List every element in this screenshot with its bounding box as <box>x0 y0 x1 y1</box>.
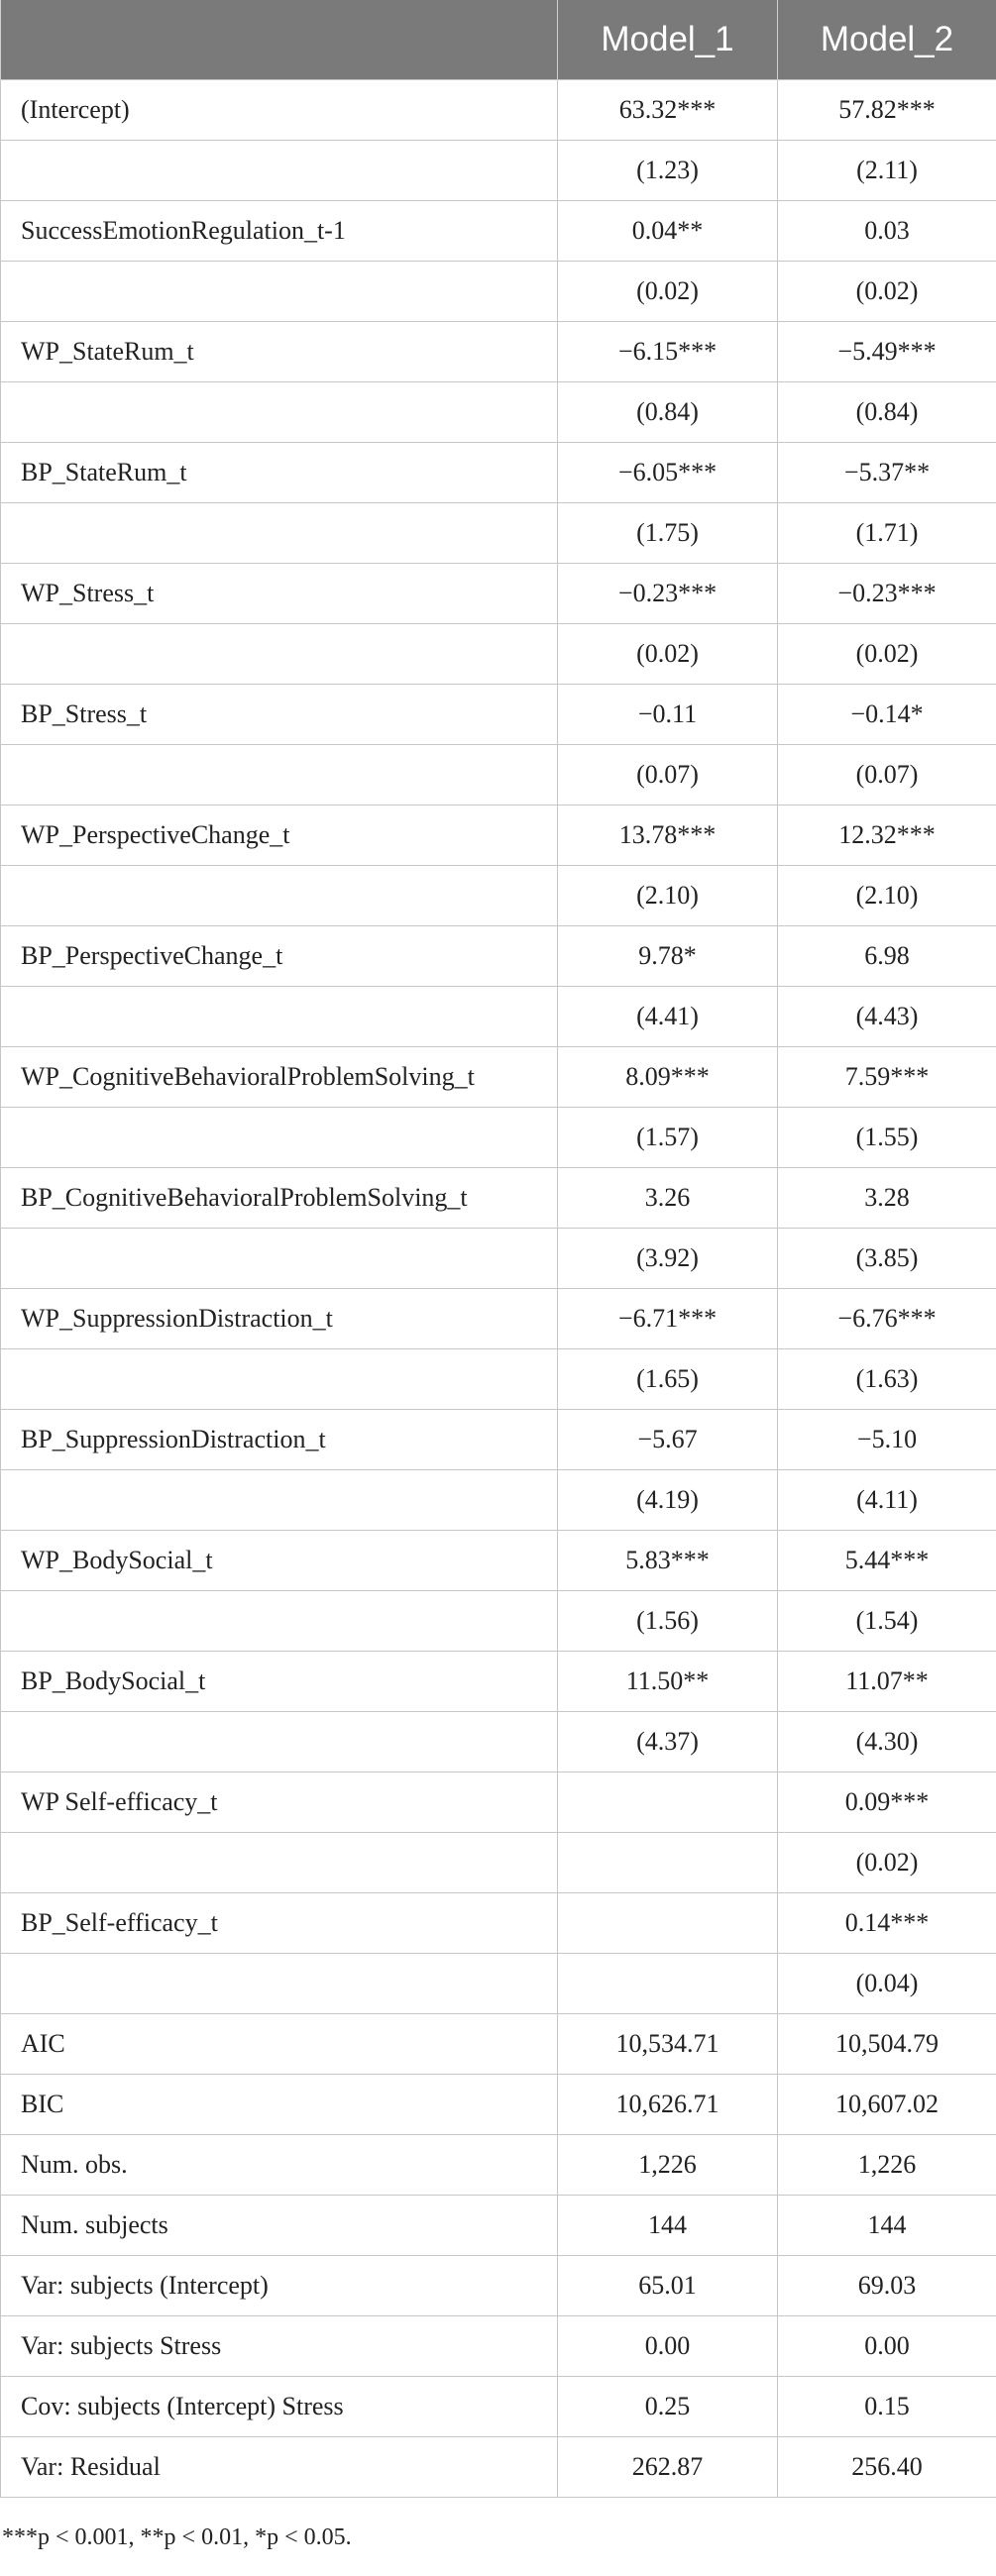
model-2-cell: 144 <box>778 2196 996 2256</box>
model-2-cell: 11.07** <box>778 1652 996 1712</box>
model-2-cell: (2.11) <box>778 141 996 201</box>
model-1-cell: −0.11 <box>558 685 778 745</box>
model-1-cell: (3.92) <box>558 1229 778 1289</box>
model-2-cell: (0.04) <box>778 1954 996 2014</box>
row-label-cell <box>1 1108 558 1168</box>
model-2-cell: 57.82*** <box>778 80 996 141</box>
table-row <box>1 262 996 322</box>
table-row <box>1 1772 996 1833</box>
model-1-cell: −5.67 <box>558 1410 778 1470</box>
model-1-cell: 3.26 <box>558 1168 778 1229</box>
table-row <box>1 1410 996 1470</box>
row-label-cell <box>1 866 558 926</box>
row-label-cell: Num. obs. <box>1 2135 558 2196</box>
row-label-cell <box>1 1954 558 2014</box>
table-header <box>1 0 996 80</box>
model-1-cell: (1.56) <box>558 1591 778 1652</box>
row-label-cell <box>1 382 558 443</box>
model-1-cell: (2.10) <box>558 866 778 926</box>
table-row <box>1 443 996 503</box>
table-row <box>1 2196 996 2256</box>
header-model-2: Model_2 <box>778 0 996 80</box>
table-row <box>1 1712 996 1772</box>
row-label-cell <box>1 1591 558 1652</box>
model-1-cell: 5.83*** <box>558 1531 778 1591</box>
row-label-cell: (Intercept) <box>1 80 558 141</box>
table-row <box>1 624 996 685</box>
model-1-cell <box>558 1893 778 1954</box>
row-label-cell: BP_SuppressionDistraction_t <box>1 1410 558 1470</box>
model-2-cell: 10,504.79 <box>778 2014 996 2075</box>
model-1-cell: (4.19) <box>558 1470 778 1531</box>
model-2-cell: (1.63) <box>778 1349 996 1410</box>
model-2-cell: (3.85) <box>778 1229 996 1289</box>
row-label-cell <box>1 1229 558 1289</box>
model-1-cell: (0.02) <box>558 262 778 322</box>
table-row <box>1 1047 996 1108</box>
model-1-cell: 13.78*** <box>558 805 778 866</box>
row-label-cell: AIC <box>1 2014 558 2075</box>
model-2-cell: −5.49*** <box>778 322 996 382</box>
table-row <box>1 503 996 564</box>
model-2-cell: 0.09*** <box>778 1772 996 1833</box>
model-1-cell: 8.09*** <box>558 1047 778 1108</box>
model-1-cell: (0.84) <box>558 382 778 443</box>
header-row <box>1 0 996 80</box>
model-1-cell: 0.25 <box>558 2377 778 2437</box>
table-row <box>1 1470 996 1531</box>
table-row <box>1 2437 996 2498</box>
row-label-cell <box>1 141 558 201</box>
model-2-cell: −0.14* <box>778 685 996 745</box>
model-1-cell: −6.71*** <box>558 1289 778 1349</box>
row-label-cell <box>1 745 558 805</box>
table-body <box>1 80 996 2498</box>
table-row <box>1 382 996 443</box>
significance-footnote: ***p < 0.001, **p < 0.01, *p < 0.05. <box>2 2524 352 2550</box>
model-1-cell: (1.75) <box>558 503 778 564</box>
model-2-cell: 0.15 <box>778 2377 996 2437</box>
table-row <box>1 564 996 624</box>
model-2-cell: 12.32*** <box>778 805 996 866</box>
model-1-cell: (1.57) <box>558 1108 778 1168</box>
model-1-cell: (4.37) <box>558 1712 778 1772</box>
row-label-cell: Var: Residual <box>1 2437 558 2498</box>
model-1-cell <box>558 1772 778 1833</box>
model-1-cell: 11.50** <box>558 1652 778 1712</box>
row-label-cell: Var: subjects Stress <box>1 2316 558 2377</box>
model-2-cell: (0.02) <box>778 262 996 322</box>
table-row <box>1 987 996 1047</box>
model-1-cell: (0.07) <box>558 745 778 805</box>
row-label-cell: BP_Stress_t <box>1 685 558 745</box>
table-row <box>1 866 996 926</box>
table-row <box>1 2135 996 2196</box>
model-1-cell: (4.41) <box>558 987 778 1047</box>
row-label-cell: BP_Self-efficacy_t <box>1 1893 558 1954</box>
model-2-cell: 69.03 <box>778 2256 996 2316</box>
model-1-cell: −6.05*** <box>558 443 778 503</box>
row-label-cell: BP_PerspectiveChange_t <box>1 926 558 987</box>
row-label-cell: WP_StateRum_t <box>1 322 558 382</box>
row-label-cell: BP_StateRum_t <box>1 443 558 503</box>
table-row <box>1 1108 996 1168</box>
model-1-cell: 63.32*** <box>558 80 778 141</box>
model-2-cell: (4.11) <box>778 1470 996 1531</box>
row-label-cell <box>1 1833 558 1893</box>
model-1-cell: (0.02) <box>558 624 778 685</box>
table-row <box>1 2014 996 2075</box>
table-row <box>1 1229 996 1289</box>
table-row <box>1 2075 996 2135</box>
model-1-cell: 10,534.71 <box>558 2014 778 2075</box>
row-label-cell <box>1 262 558 322</box>
model-1-cell: −6.15*** <box>558 322 778 382</box>
row-label-cell: WP_BodySocial_t <box>1 1531 558 1591</box>
row-label-cell <box>1 624 558 685</box>
model-2-cell: −0.23*** <box>778 564 996 624</box>
model-1-cell: 10,626.71 <box>558 2075 778 2135</box>
model-2-cell: −6.76*** <box>778 1289 996 1349</box>
model-2-cell: (0.07) <box>778 745 996 805</box>
model-1-cell: 0.00 <box>558 2316 778 2377</box>
row-label-cell: WP Self-efficacy_t <box>1 1772 558 1833</box>
table-row <box>1 1531 996 1591</box>
table-row <box>1 926 996 987</box>
model-2-cell: (2.10) <box>778 866 996 926</box>
model-2-cell: 3.28 <box>778 1168 996 1229</box>
row-label-cell: WP_PerspectiveChange_t <box>1 805 558 866</box>
table-row <box>1 2377 996 2437</box>
table-row <box>1 2316 996 2377</box>
model-2-cell: 0.03 <box>778 201 996 262</box>
model-2-cell: 5.44*** <box>778 1531 996 1591</box>
table-row <box>1 745 996 805</box>
model-2-cell: −5.37** <box>778 443 996 503</box>
model-2-cell: (1.71) <box>778 503 996 564</box>
model-2-cell: (4.30) <box>778 1712 996 1772</box>
table-row <box>1 80 996 141</box>
table-row <box>1 1289 996 1349</box>
row-label-cell: WP_SuppressionDistraction_t <box>1 1289 558 1349</box>
model-2-cell: (0.84) <box>778 382 996 443</box>
model-2-cell: 7.59*** <box>778 1047 996 1108</box>
model-2-cell: 1,226 <box>778 2135 996 2196</box>
model-1-cell: 144 <box>558 2196 778 2256</box>
model-1-cell <box>558 1833 778 1893</box>
row-label-cell: WP_Stress_t <box>1 564 558 624</box>
row-label-cell <box>1 1712 558 1772</box>
model-2-cell: 6.98 <box>778 926 996 987</box>
row-label-cell: SuccessEmotionRegulation_t-1 <box>1 201 558 262</box>
row-label-cell <box>1 1349 558 1410</box>
table-row <box>1 1591 996 1652</box>
row-label-cell: BIC <box>1 2075 558 2135</box>
table-row <box>1 1349 996 1410</box>
model-2-cell: (1.54) <box>778 1591 996 1652</box>
model-1-cell: 262.87 <box>558 2437 778 2498</box>
model-2-cell: 256.40 <box>778 2437 996 2498</box>
row-label-cell <box>1 987 558 1047</box>
model-2-cell: (0.02) <box>778 624 996 685</box>
model-2-cell: (0.02) <box>778 1833 996 1893</box>
row-label-cell <box>1 1470 558 1531</box>
model-1-cell: (1.23) <box>558 141 778 201</box>
header-model-1: Model_1 <box>558 0 778 80</box>
table-row <box>1 1168 996 1229</box>
model-1-cell: 1,226 <box>558 2135 778 2196</box>
table-row <box>1 322 996 382</box>
header-blank-cell <box>1 0 558 80</box>
table-row <box>1 201 996 262</box>
table-row <box>1 685 996 745</box>
table-row <box>1 141 996 201</box>
row-label-cell: BP_CognitiveBehavioralProblemSolving_t <box>1 1168 558 1229</box>
row-label-cell: Cov: subjects (Intercept) Stress <box>1 2377 558 2437</box>
table-row <box>1 1833 996 1893</box>
model-2-cell: 0.00 <box>778 2316 996 2377</box>
model-2-cell: 0.14*** <box>778 1893 996 1954</box>
model-1-cell: 0.04** <box>558 201 778 262</box>
model-2-cell: (1.55) <box>778 1108 996 1168</box>
table-row <box>1 1652 996 1712</box>
model-2-cell: −5.10 <box>778 1410 996 1470</box>
model-1-cell <box>558 1954 778 2014</box>
model-1-cell: −0.23*** <box>558 564 778 624</box>
table-row <box>1 2256 996 2316</box>
row-label-cell <box>1 503 558 564</box>
model-2-cell: (4.43) <box>778 987 996 1047</box>
row-label-cell: Var: subjects (Intercept) <box>1 2256 558 2316</box>
table-row <box>1 1893 996 1954</box>
model-1-cell: (1.65) <box>558 1349 778 1410</box>
row-label-cell: WP_CognitiveBehavioralProblemSolving_t <box>1 1047 558 1108</box>
row-label-cell: Num. subjects <box>1 2196 558 2256</box>
model-1-cell: 65.01 <box>558 2256 778 2316</box>
table-row <box>1 805 996 866</box>
model-1-cell: 9.78* <box>558 926 778 987</box>
row-label-cell: BP_BodySocial_t <box>1 1652 558 1712</box>
model-2-cell: 10,607.02 <box>778 2075 996 2135</box>
table-row <box>1 1954 996 2014</box>
